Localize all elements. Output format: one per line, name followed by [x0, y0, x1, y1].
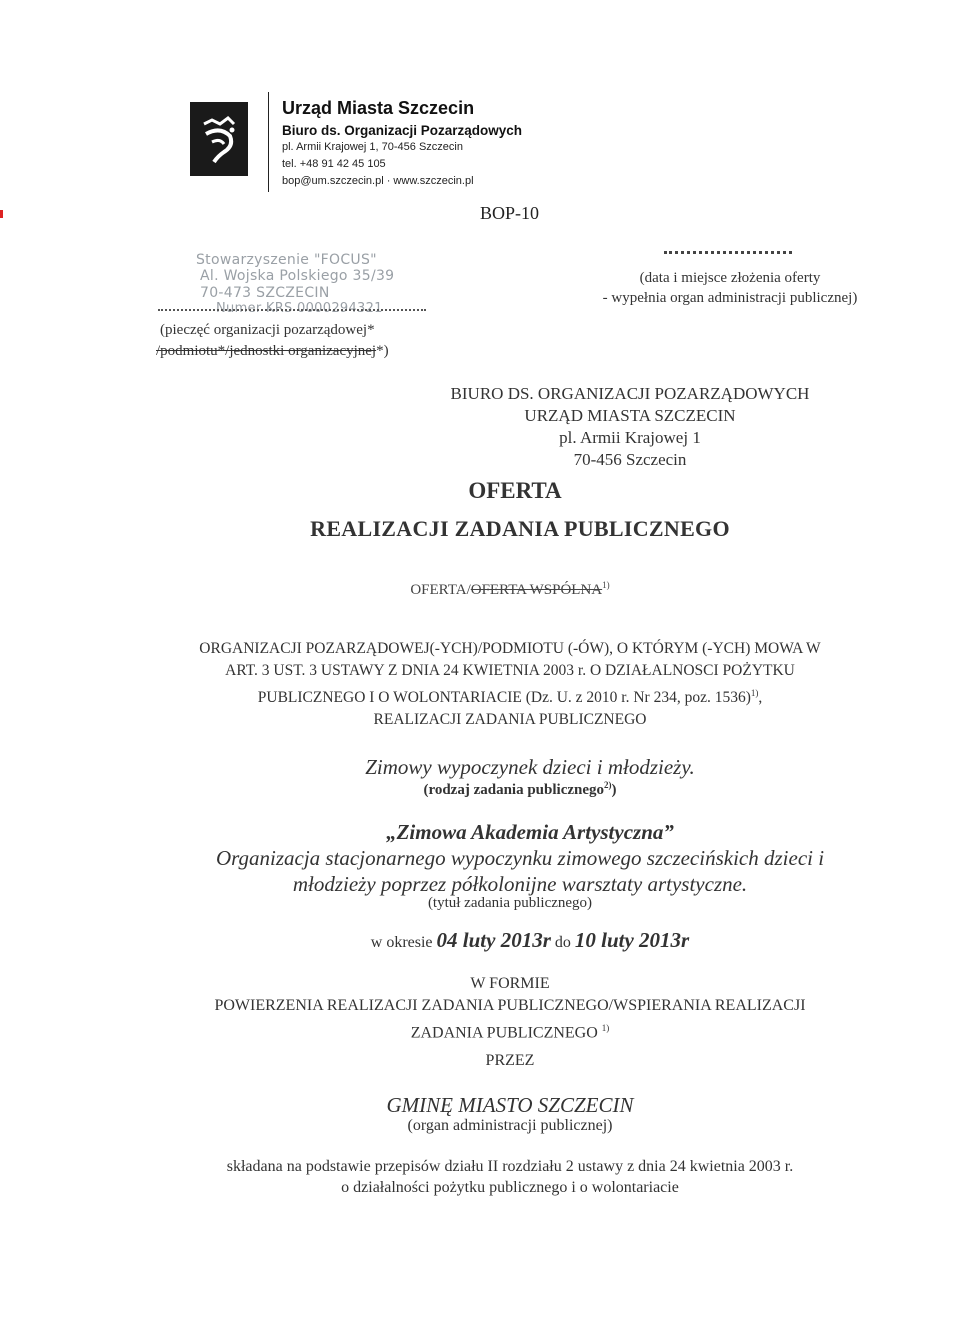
task-title-description — [170, 845, 870, 897]
authority-caption: (organ administracji publicznej) — [407, 1117, 613, 1134]
stamp-caption-end: *) — [376, 343, 389, 359]
org-line-4: REALIZACJI ZADANIA PUBLICZNEGO — [373, 711, 647, 729]
recipient-line-1: BIURO DS. ORGANIZACJI POZARZĄDOWYCH — [450, 384, 810, 403]
task-title-main: „Zimowa Akademia Artystyczna” — [386, 820, 674, 844]
period-from: 04 luty 2013r — [436, 928, 551, 952]
date-dotted-line — [664, 251, 792, 254]
period-from-label: w okresie — [370, 934, 433, 951]
task-title-desc-1: Organizacja stacjonarnego wypoczynku zimowego szczecińskich dzieci i — [215, 846, 825, 870]
date-caption-2: - wypełnia organ administracji publicznej) — [602, 290, 858, 306]
form-of-task — [150, 973, 870, 1044]
recipient-line-2: URZĄD MIASTA SZCZECIN — [524, 406, 736, 425]
org-line-1: ORGANIZACJI POZARZĄDOWEJ(-YCH)/PODMIOTU (-ÓW), O KTÓRYM (-YCH) MOWA W — [199, 640, 821, 657]
org-line-3-end: , — [758, 689, 763, 707]
org-line-3-text: PUBLICZNEGO I O WOLONTARIACIE (Dz. U. z 2010 r. Nr 234, poz. 1536) — [257, 689, 751, 707]
date-caption — [570, 268, 890, 308]
header-divider — [268, 92, 269, 192]
office-address: pl. Armii Krajowej 1, 70-456 Szczecin — [282, 141, 463, 153]
document-title: OFERTA — [468, 478, 562, 503]
recipient-line-4: 70-456 Szczecin — [573, 450, 687, 469]
task-kind-caption-end: ) — [611, 782, 617, 798]
period-to-label: do — [554, 934, 571, 951]
form-code: BOP-10 — [480, 203, 540, 223]
org-line-3-sup: 1) — [750, 688, 759, 698]
period-to: 10 luty 2013r — [574, 928, 690, 952]
task-title-caption: (tytuł zadania publicznego) — [427, 895, 593, 911]
stamp-line-2: Al. Wojska Polskiego 35/39 — [200, 268, 395, 284]
task-kind-value: Zimowy wypoczynek dzieci i młodzieży. — [365, 755, 695, 779]
recipient-line-3: pl. Armii Krajowej 1 — [559, 428, 701, 447]
office-contact: bop@um.szczecin.pl · www.szczecin.pl — [282, 175, 474, 187]
offer-type-prefix: OFERTA/ — [410, 582, 471, 598]
offer-type — [340, 580, 680, 599]
offer-type-footnote: 1) — [602, 580, 610, 590]
legal-basis — [150, 1156, 870, 1198]
document-subtitle: REALIZACJI ZADANIA PUBLICZNEGO — [310, 516, 730, 541]
recipient-block — [420, 383, 840, 427]
org-line-2: ART. 3 UST. 3 USTAWY Z DNIA 24 KWIETNIA 2003 r. O DZIAŁALNOSCI POŻYTKU — [225, 662, 795, 679]
form-line-3-text: ZADANIA PUBLICZNEGO — [410, 1024, 598, 1042]
stamp-line-4: Numer KRS 0000294321 — [216, 301, 383, 316]
org-line-3 — [150, 682, 870, 709]
legal-basis-1: składana na podstawie przepisów działu II rozdziału 2 ustawy z dnia 24 kwietnia 2003 r. — [226, 1158, 794, 1175]
szczecin-griffin-icon — [190, 102, 248, 176]
task-period — [200, 928, 860, 953]
organization-paragraph — [150, 638, 870, 731]
recipient-address — [520, 427, 740, 471]
stamp-line-3: 70-473 SZCZECIN — [200, 285, 330, 301]
stamp-caption-struck: /podmiotu*/jednostki organizacyjnej — [156, 343, 377, 359]
date-caption-1: (data i miejsce złożenia oferty — [639, 270, 821, 286]
office-phone: tel. +48 91 42 45 105 — [282, 158, 386, 170]
office-department: Biuro ds. Organizacji Pozarządowych — [282, 123, 523, 138]
offer-type-struck: OFERTA WSPÓLNA — [470, 582, 603, 598]
form-line-3-sup: 1) — [601, 1023, 610, 1033]
legal-basis-2: o działalności pożytku publicznego i o wolontariacie — [341, 1179, 679, 1196]
by-label: PRZEZ — [485, 1052, 535, 1069]
stamp-caption-2 — [156, 343, 389, 360]
task-kind-caption-sup: 2) — [604, 780, 612, 790]
form-line-2: POWIERZENIA REALIZACJI ZADANIA PUBLICZNEGO/WSPIERANIA REALIZACJI — [214, 997, 806, 1014]
office-title: Urząd Miasta Szczecin — [282, 98, 475, 118]
task-kind-caption-start: (rodzaj zadania publicznego — [423, 782, 605, 798]
task-title-desc-2: młodzieży poprzez półkolonijne warsztaty artystyczne. — [292, 872, 748, 896]
authority-name: GMINĘ MIASTO SZCZECIN — [386, 1093, 634, 1117]
form-line-1: W FORMIE — [470, 975, 550, 992]
stamp-dotted-line — [158, 309, 426, 311]
form-line-3 — [150, 1017, 870, 1044]
stamp-caption-1: (pieczęć organizacji pozarządowej* — [160, 322, 375, 338]
task-kind-caption — [300, 780, 740, 799]
scan-edge-mark — [0, 210, 3, 218]
stamp-line-1: Stowarzyszenie "FOCUS" — [196, 252, 377, 268]
